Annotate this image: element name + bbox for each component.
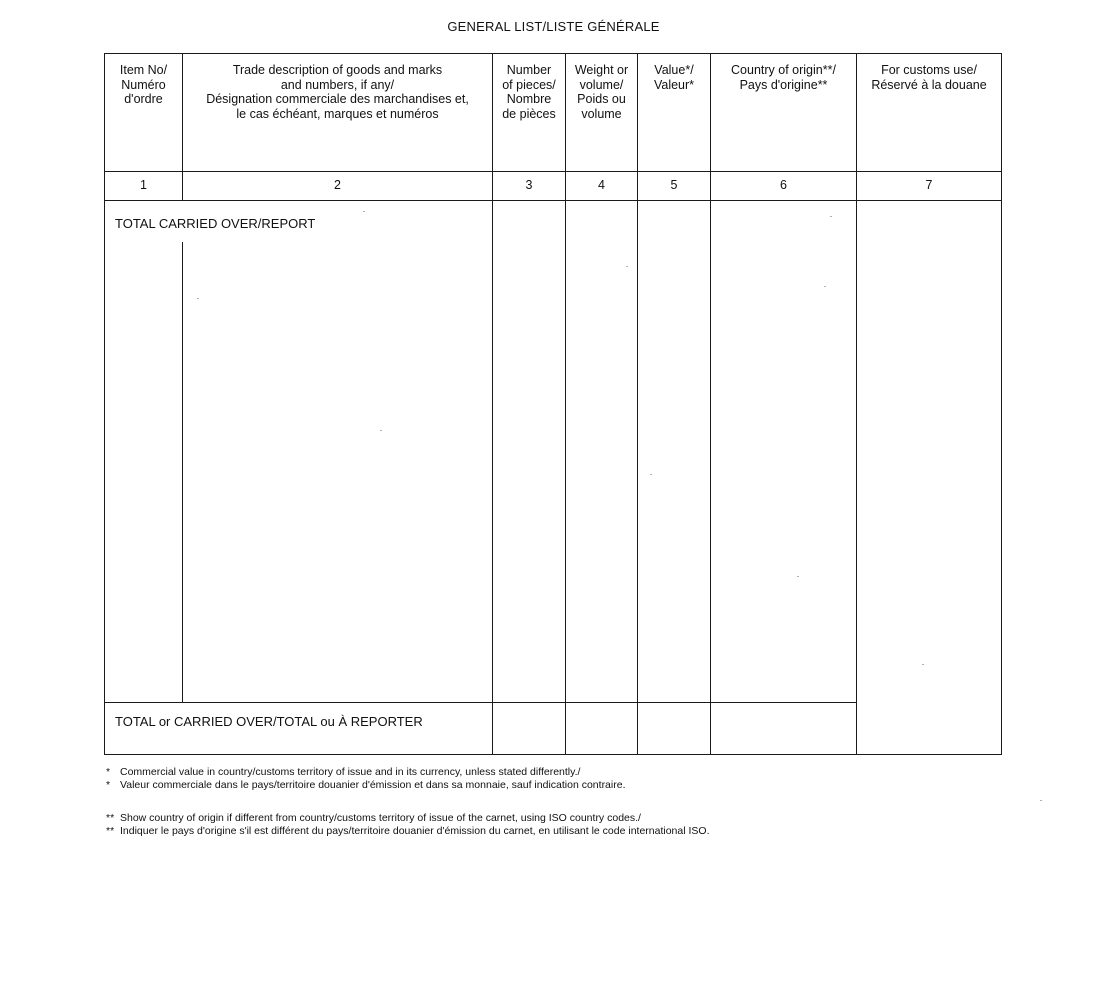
scan-speck <box>363 211 365 212</box>
column-header-number-of-pieces: Number of pieces/ Nombre de pièces <box>502 63 556 121</box>
column-numbers-bottom-line <box>104 200 1002 201</box>
table-bottom-border <box>104 754 1002 755</box>
column-number-7: 7 <box>925 178 933 192</box>
total-row-top-line <box>104 702 857 703</box>
column-divider-2-3 <box>492 53 493 755</box>
footnote-value-mark: * <box>106 766 111 778</box>
scan-speck <box>824 286 826 287</box>
column-divider-3-4 <box>565 53 566 755</box>
scan-speck <box>922 664 924 665</box>
column-header-item-no: Item No/ Numéro d'ordre <box>119 63 168 106</box>
scan-speck <box>380 430 382 431</box>
scan-speck <box>650 474 652 475</box>
table-top-border <box>104 53 1002 54</box>
scan-speck <box>626 266 628 267</box>
table-left-border <box>104 53 105 755</box>
column-number-3: 3 <box>525 178 533 192</box>
header-bottom-line <box>104 171 1002 172</box>
column-divider-1-2-body <box>182 242 183 702</box>
document-title: GENERAL LIST/LISTE GÉNÉRALE <box>447 19 660 34</box>
column-divider-4-5 <box>637 53 638 755</box>
footnote-value <box>106 766 626 791</box>
total-carried-over-label: TOTAL CARRIED OVER/REPORT <box>115 216 316 231</box>
table-right-border <box>1001 53 1002 755</box>
column-header-value: Value*/ Valeur* <box>653 63 695 92</box>
footnote-origin-line-fr: ** Indiquer le pays d'origine s'il est différent du pays/territoire douanier d'émission du carnet, en utilisant le code international ISO. <box>106 824 710 837</box>
scan-speck <box>197 298 199 299</box>
scan-speck <box>1040 800 1042 801</box>
column-header-trade-description: Trade description of goods and marks and numbers, if any/ Désignation commerciale des marchandises et, le cas échéant, marques et numéros <box>206 63 469 121</box>
scan-speck <box>797 576 799 577</box>
footnote-value-line-fr: * Valeur commerciale dans le pays/territoire douanier d'émission et dans sa monnaie, sauf indication contraire. <box>106 778 626 791</box>
column-header-weight-or-volume: Weight or volume/ Poids ou volume <box>574 63 629 121</box>
column-divider-6-7 <box>856 53 857 755</box>
column-header-country-of-origin: Country of origin**/ Pays d'origine** <box>731 63 836 92</box>
column-number-6: 6 <box>780 178 787 192</box>
footnote-origin-mark-fr: ** <box>106 824 115 837</box>
footnote-country-of-origin <box>106 812 710 837</box>
scan-speck <box>830 216 832 217</box>
column-number-2: 2 <box>334 178 341 192</box>
column-header-customs-use: For customs use/ Réservé à la douane <box>871 63 987 92</box>
column-number-5: 5 <box>670 178 678 192</box>
footnote-origin-mark: ** <box>106 812 115 824</box>
footnote-value-mark-fr: * <box>106 778 111 791</box>
column-divider-5-6 <box>710 53 711 755</box>
footnote-origin-line-en: ** Show country of origin if different from country/customs territory of issue of the carnet, using ISO country codes./ <box>106 812 641 824</box>
column-number-1: 1 <box>140 178 147 192</box>
column-number-4: 4 <box>598 178 605 192</box>
total-or-carried-over-label: TOTAL or CARRIED OVER/TOTAL ou À REPORTER <box>115 714 423 729</box>
footnote-value-line-en: * Commercial value in country/customs territory of issue and in its currency, unless stated differently./ <box>106 766 581 778</box>
